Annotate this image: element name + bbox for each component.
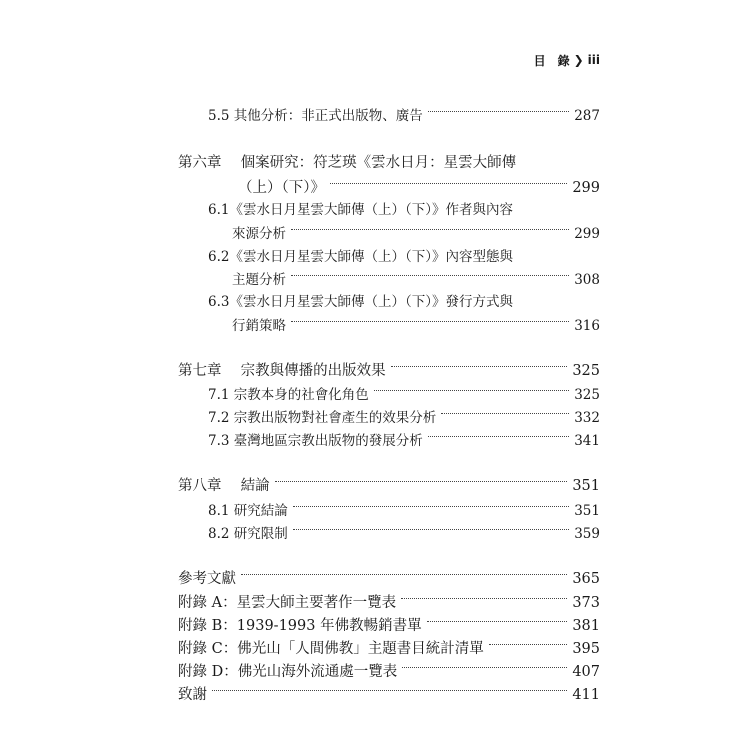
toc-entry-6-2[interactable] xyxy=(208,245,600,265)
toc-entry-page: 299 xyxy=(572,180,600,196)
header-page-number: iii xyxy=(587,53,600,67)
toc-entry-6-1[interactable] xyxy=(208,198,600,218)
leader-dots xyxy=(293,529,569,530)
leader-dots xyxy=(441,413,569,414)
toc-entry-label: （上）（下）》 xyxy=(238,180,325,196)
leader-dots xyxy=(374,390,569,391)
toc-entry-page: 359 xyxy=(574,526,600,542)
toc-entry-label: 7.2 宗教出版物對社會產生的效果分析 xyxy=(208,410,437,426)
toc-entry-appendix-a[interactable] xyxy=(178,591,600,611)
toc-entry-6-1-cont[interactable] xyxy=(232,222,600,242)
toc-entry-label: 6.2《雲水日月星雲大師傳（上）（下）》內容型態與 xyxy=(208,249,513,265)
toc-entry-6-3[interactable] xyxy=(208,290,600,310)
toc-entry-page: 351 xyxy=(572,478,600,494)
toc-entry-label: 7.3 臺灣地區宗教出版物的發展分析 xyxy=(208,433,423,449)
leader-dots xyxy=(330,183,567,184)
toc-entry-label: 行銷策略 xyxy=(232,318,286,334)
leader-dots xyxy=(391,366,568,367)
toc-entry-8-2[interactable] xyxy=(208,522,600,542)
toc-entry-label: 5.5 其他分析：非正式出版物、廣告 xyxy=(208,108,423,124)
toc-entry-page: 351 xyxy=(574,503,600,519)
leader-dots xyxy=(402,667,567,668)
toc-entry-page: 373 xyxy=(572,595,600,611)
toc-entry-label: 8.2 研究限制 xyxy=(208,526,288,542)
leader-dots xyxy=(275,481,568,482)
toc-entry-8-1[interactable] xyxy=(208,499,600,519)
leader-dots xyxy=(291,321,569,322)
leader-dots xyxy=(291,229,569,230)
toc-entry-label: 第八章 結論 xyxy=(178,478,270,494)
toc-entry-label: 第七章 宗教與傳播的出版效果 xyxy=(178,363,386,379)
leader-dots xyxy=(427,621,568,622)
toc-entry-7-2[interactable] xyxy=(208,406,600,426)
leader-dots xyxy=(489,644,568,645)
toc-entry-label: 附錄 A：星雲大師主要著作一覽表 xyxy=(178,595,397,611)
toc-entry-chapter-7[interactable] xyxy=(178,359,600,379)
toc-entry-page: 299 xyxy=(574,226,600,242)
leader-dots xyxy=(241,574,567,575)
toc-entry-page: 308 xyxy=(574,272,600,288)
leader-dots xyxy=(291,275,569,276)
toc-entry-page: 325 xyxy=(572,363,600,379)
leader-dots xyxy=(428,111,569,112)
toc-entry-6-2-cont[interactable] xyxy=(232,268,600,288)
toc-entry-label: 參考文獻 xyxy=(178,571,236,587)
toc-entry-7-1[interactable] xyxy=(208,383,600,403)
toc-entry-label: 致謝 xyxy=(178,687,207,703)
toc-entry-references[interactable] xyxy=(178,567,600,587)
toc-entry-6-3-cont[interactable] xyxy=(232,314,600,334)
toc-entry-label: 第六章 個案研究：符芝瑛《雲水日月：星雲大師傳 xyxy=(178,155,517,171)
toc-entry-chapter-6-cont[interactable] xyxy=(238,176,600,196)
toc-entry-label: 6.3《雲水日月星雲大師傳（上）（下）》發行方式與 xyxy=(208,294,513,310)
toc-entry-7-3[interactable] xyxy=(208,429,600,449)
chevron-right-icon: ❯ xyxy=(573,53,584,67)
toc-entry-label: 附錄 D：佛光山海外流通處一覽表 xyxy=(178,664,398,680)
page-header xyxy=(534,50,600,70)
toc-entry-appendix-d[interactable] xyxy=(178,660,600,680)
toc-entry-5-5[interactable] xyxy=(208,104,600,124)
toc-entry-page: 325 xyxy=(574,387,600,403)
toc-entry-page: 381 xyxy=(572,618,600,634)
toc-entry-page: 407 xyxy=(572,664,600,680)
toc-entry-label: 8.1 研究結論 xyxy=(208,503,288,519)
leader-dots xyxy=(401,598,567,599)
toc-entry-label: 7.1 宗教本身的社會化角色 xyxy=(208,387,369,403)
toc-entry-appendix-c[interactable] xyxy=(178,637,600,657)
toc-entry-page: 365 xyxy=(572,571,600,587)
leader-dots xyxy=(212,690,567,691)
toc-entry-page: 411 xyxy=(572,687,600,703)
toc-entry-chapter-6[interactable] xyxy=(178,151,600,171)
toc-entry-label: 附錄 C：佛光山「人間佛教」主題書目統計清單 xyxy=(178,641,484,657)
toc-entry-label: 來源分析 xyxy=(232,226,286,242)
leader-dots xyxy=(293,506,569,507)
toc-entry-acknowledgements[interactable] xyxy=(178,683,600,703)
toc-entry-page: 395 xyxy=(572,641,600,657)
toc-entry-label: 6.1《雲水日月星雲大師傳（上）（下）》作者與內容 xyxy=(208,202,513,218)
header-title: 目 錄 xyxy=(533,53,570,68)
toc-entry-page: 287 xyxy=(574,108,600,124)
toc-entry-page: 332 xyxy=(574,410,600,426)
toc-entry-appendix-b[interactable] xyxy=(178,614,600,634)
toc-entry-label: 主題分析 xyxy=(232,272,286,288)
leader-dots xyxy=(428,436,569,437)
toc-entry-chapter-8[interactable] xyxy=(178,474,600,494)
toc-entry-page: 316 xyxy=(574,318,600,334)
toc-entry-page: 341 xyxy=(574,433,600,449)
toc-entry-label: 附錄 B：1939-1993 年佛教暢銷書單 xyxy=(178,618,422,634)
